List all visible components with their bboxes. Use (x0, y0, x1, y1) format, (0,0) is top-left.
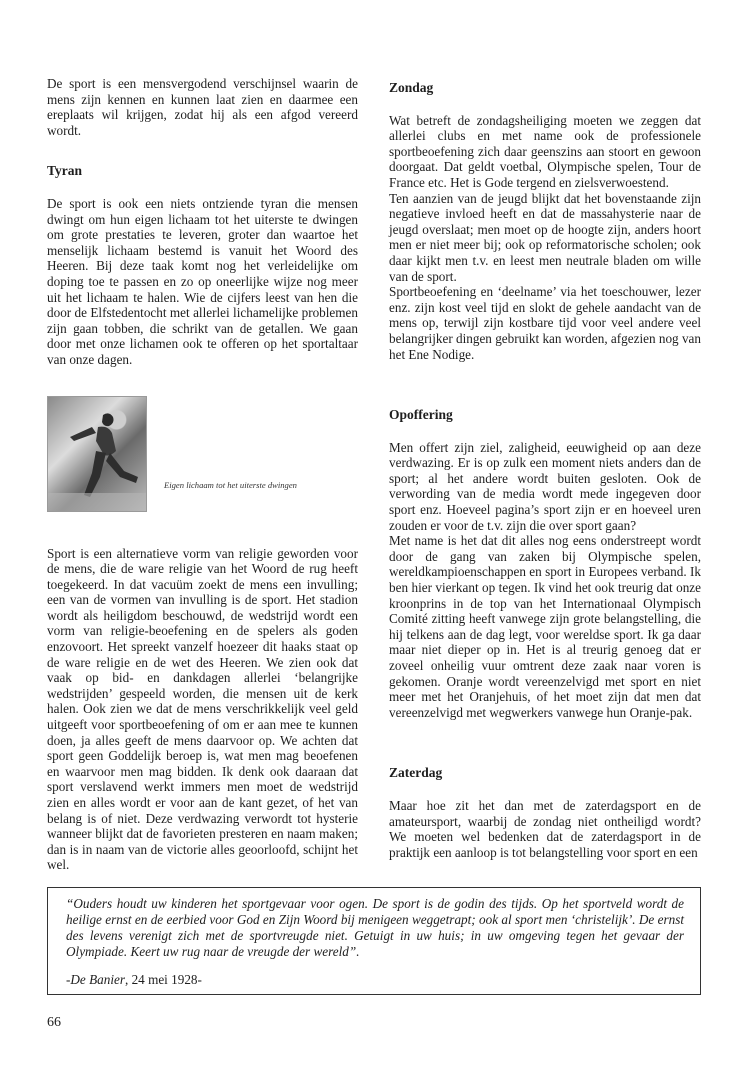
runner-photo (47, 396, 147, 512)
tyran-paragraph: De sport is ook een niets ontziende tyran die mensen dwingt om hun eigen lichaam tot het uiterste te dwingen om grote prestaties te leveren, groter dan waartoe het menselijk lichaam bestemd is vanuit het Woord des Heeren. Bij deze taak komt nog het verleidelijke om doping toe te passen en zo op oneerlijke wijze nog meer uit het lichaam te halen. Wie de cijfers leest van hen die door de Elfstedentocht met allerlei lichamelijke problemen zijn gaan tobben, die schrikt van de getallen. We gaan door met onze lichamen ook te offeren op het sportaltaar van onze dagen. (47, 195, 358, 367)
heading-zaterdag: Zaterdag (389, 765, 443, 781)
quote-source-prefix: - (66, 972, 71, 987)
zondag-paragraph-1: Wat betreft de zondagsheiliging moeten we zeggen dat allerlei clubs en met name ook de professionele sportbeoefening zich daar geenszins aan stoort en gewoon doorgaat. Dat geldt voetbal, Olympische spelen, Tour de France etc. Het is Gode tergend en zielsverwoestend. (389, 112, 701, 190)
quote-source-date: , 24 mei 1928- (124, 972, 202, 987)
heading-opoffering: Opoffering (389, 407, 453, 423)
left-column (47, 76, 358, 873)
quote-source (66, 972, 202, 988)
intro-paragraph: De sport is een mensvergodend verschijnsel waarin de mens zijn kennen en kunnen laat zien en daarmee een ereplaats wil krijgen, zodat hij als een afgod vereerd wordt. (47, 76, 358, 138)
runner-silhouette-icon (48, 397, 146, 511)
zaterdag-paragraph: Maar hoe zit het dan met de zaterdagsport en de amateursport, waarbij de zondag niet ontheiligd wordt? We moeten wel bedenken dat de zaterdagsport in de praktijk een aanloop is tot belangstelling voor sport en een (389, 797, 701, 860)
quote-text: “Ouders houdt uw kinderen het sportgevaar voor ogen. De sport is de godin des tijds. Op het sportveld wordt de heilige ernst en de eerbied voor God en Zijn Woord bij menigeen weggetrapt; ook al sport men ‘christelijk’. De ernst des levens verenigt zich met de sportvreugde niet. Getuigt in uw huis; in uw omgeving tegen het gevaar der Olympiade. Keert uw rug naar de vreugde der wereld”. (66, 896, 684, 959)
opoffering-paragraph-2: Met name is het dat dit alles nog eens onderstreept wordt door de gang van zaken bij Olympische spelen, wereldkampioenschappen en sport in Europees verband. Ik ben hier vierkant op tegen. Ik vind het ook treurig dat onze kroonprins in de top van het Internationaal Olympisch Comité zitting heeft vanwege zijn grote belangstelling, die hij telkens aan de dag legt, voor wereldse sport. Ik ga daar maar niet dieper op in. Het is al treurig genoeg dat er zoveel onheilig vuur omtrent deze zaak naar voren is gekomen. Oranje wordt vereenzelvigd met sport en niet meer met het Oranjehuis, of het moet zijn dat men dat vereenzelvigd met wegwerkers vanwege hun Oranje-pak. (389, 533, 701, 720)
heading-zondag: Zondag (389, 80, 434, 95)
zondag-paragraph-3: Sportbeoefening en ‘deelname’ via het toeschouwer, lezer enz. zijn kost veel tijd en slokt de gehele aandacht van de mens op, terwijl zijn kostbare tijd voor veel andere veel belangrijker dingen gebruikt kan worden, afgezien nog van het Ene Nodige. (389, 284, 701, 362)
photo-caption: Eigen lichaam tot het uiterste dwingen (164, 479, 297, 490)
religion-paragraph: Sport is een alternatieve vorm van religie geworden voor de mens, die de ware religie van het Woord de rug heeft toegekeerd. In dat vacuüm zoekt de mens een invulling; een van de vormen van invulling is de sport. Het stadion wordt als heiligdom beschouwd, de wedstrijd wordt een vorm van religie-beoefening en de spelers als goden enzovoort. Het spreekt vanzelf hoezeer dit haaks staat op de ware religie en de wet des Heeren. We zien ook dat vaak op bid- en dankdagen allerlei ‘belangrijke wedstrijden’ gespeeld worden, die mensen uit de kerk halen. Ook zien we dat de mens verschrikkelijk veel geld uitgeeft voor sportbeoefening of om er aan mee te kunnen doen, ja alles geeft de mens daarvoor op. We achten dat sport geen Goddelijk beroep is, wat men mag beoefenen en waarvoor men mag bidden. Ik denk ook daaraan dat sport verslavend werkt immers men moet de wedstrijd zien en alles wordt er voor aan de kant gezet, of het van belang is of niet. Deze verdwazing verwordt tot hysterie wanneer blijkt dat de favorieten presteren en naam maken; dan is in naam van de victorie alles geoorloofd, schijnt het wel. (47, 545, 358, 873)
heading-tyran: Tyran (47, 163, 83, 179)
opoffering-paragraph-1: Men offert zijn ziel, zaligheid, eeuwigheid op aan deze verdwazing. Er is op zulk een moment niets anders dan de sport; al het andere wordt buiten gesloten. Ook de verwording van de media wordt mede ingegeven door sport enz. Hoeveel pagina’s sport zijn er en hoeveel uren zouden er voor de t.v. zijn die over sport gaan? (389, 439, 701, 533)
zondag-paragraph-2: Ten aanzien van de jeugd blijkt dat het bovenstaande zijn negatieve invloed heeft en dat de massahysterie naar de jeugd overslaat; men moet op de hoogte zijn, anders hoort men er niet meer bij; ook op reformatorische scholen; ook daar kijkt men t.v. en leest men neutrale bladen om wille van de sport. (389, 190, 701, 284)
quote-box (47, 887, 701, 995)
quote-source-title: De Banier (70, 972, 125, 987)
page-number: 66 (47, 1015, 61, 1030)
photo-block (47, 396, 358, 546)
right-column (389, 76, 701, 860)
